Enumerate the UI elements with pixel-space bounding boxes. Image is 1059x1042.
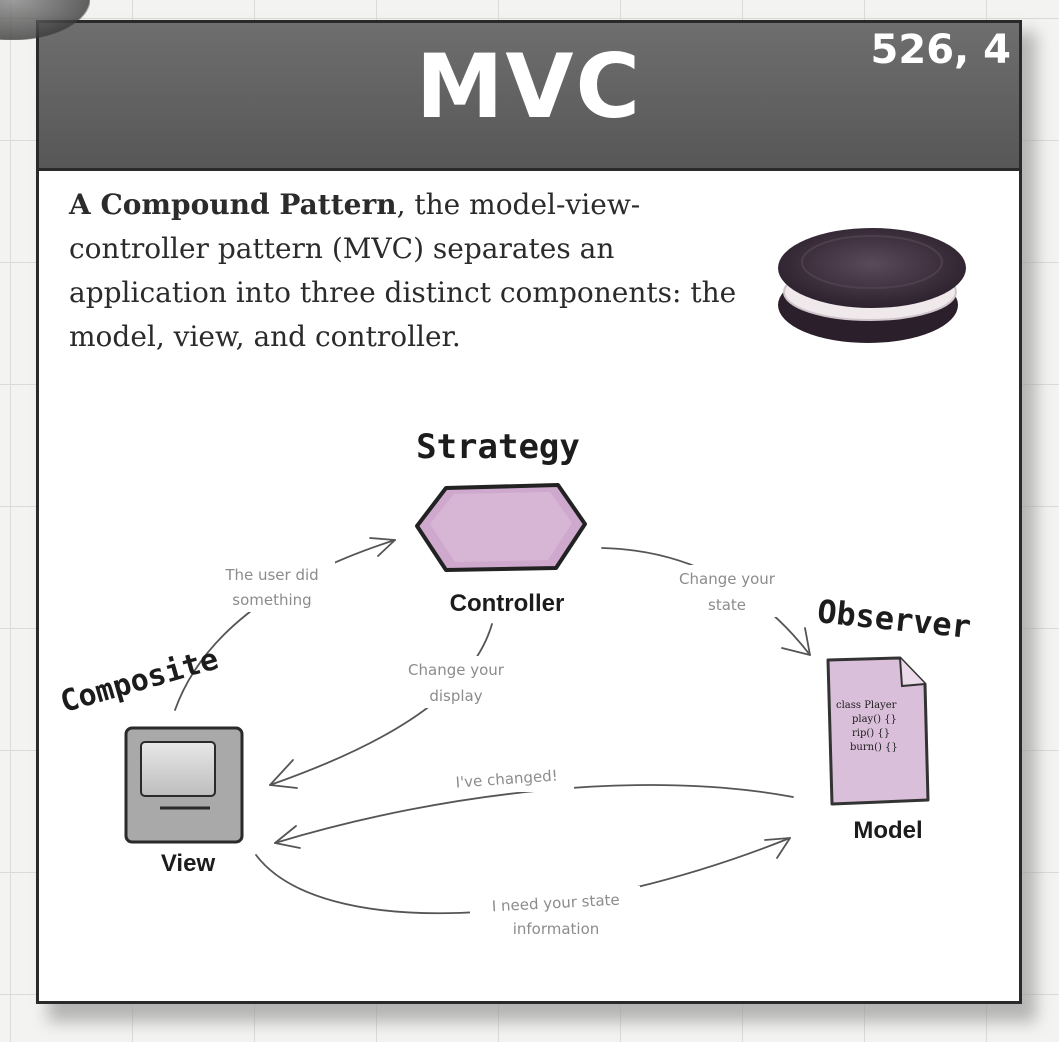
view-label: View [160, 850, 216, 877]
label-change-state-2: state [708, 596, 746, 614]
model-node [828, 658, 928, 844]
model-label: Model [853, 817, 923, 844]
label-change-display-2: display [429, 687, 483, 705]
card-title: MVC [415, 35, 643, 138]
label-need-state-1: I need your state [491, 890, 621, 916]
label-ive-changed: I've changed! [455, 766, 559, 792]
observer-label: Observer [815, 592, 973, 647]
label-user-did-2: something [232, 591, 312, 609]
code-line-1: class Player [836, 700, 897, 711]
cookie-illustration [778, 228, 966, 343]
arrowhead-view-to-model [765, 838, 790, 858]
model-document-fold [900, 658, 925, 686]
label-user-did-1: The user did [225, 566, 319, 584]
label-change-display-1: Change your [408, 661, 504, 679]
label-change-state-1: Change your [679, 570, 775, 588]
description-lead: A Compound Pattern [69, 188, 397, 221]
page-number: 526, 4 [870, 27, 1011, 73]
view-monitor-screen [141, 742, 215, 796]
description-body: , the model-view-controller pattern (MVC) separates an application into three distinct components: the model, view, and controller. [69, 188, 737, 353]
code-line-4: burn() {} [850, 742, 898, 753]
code-line-2: play() {} [852, 714, 897, 725]
arrow-model-to-view [275, 785, 793, 843]
code-line-3: rip() {} [852, 728, 891, 739]
strategy-label: Strategy [416, 427, 580, 467]
view-node [126, 728, 242, 877]
composite-label: Composite [56, 641, 223, 721]
controller-label: Controller [449, 590, 565, 617]
controller-node [417, 485, 585, 617]
label-need-state-2: information [512, 920, 600, 938]
